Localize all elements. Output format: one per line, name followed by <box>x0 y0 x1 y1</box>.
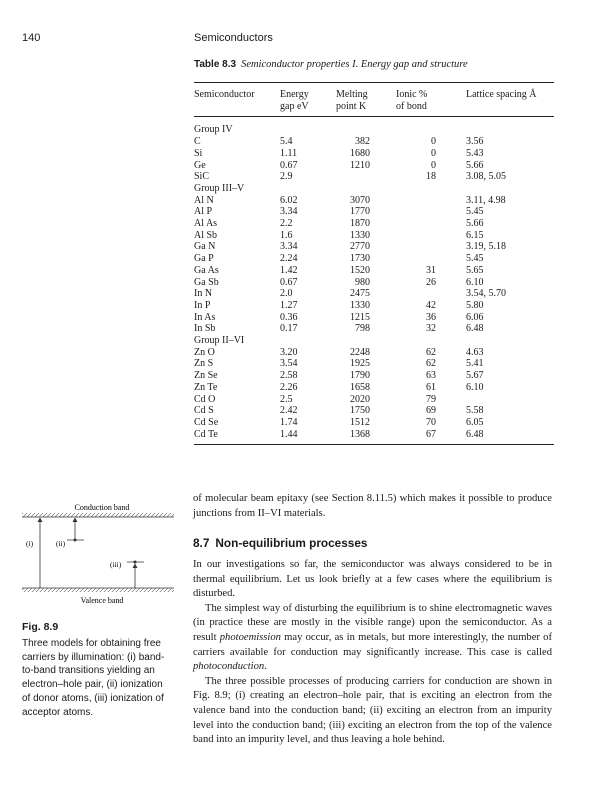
cell-lattice-spacing: 6.05 <box>466 416 484 428</box>
cell-energy-gap: 3.34 <box>280 241 298 253</box>
cell-lattice-spacing: 3.08, 5.05 <box>466 171 506 183</box>
cell-energy-gap: 3.20 <box>280 346 298 358</box>
cell-energy-gap: 0.36 <box>280 311 298 323</box>
cell-ionic-percent: 70 <box>426 416 436 428</box>
cell-ionic-percent: 18 <box>426 171 436 183</box>
cell-energy-gap: 2.5 <box>280 393 293 405</box>
cell-lattice-spacing: 6.06 <box>466 311 484 323</box>
cell-ionic-percent: 62 <box>426 346 436 358</box>
group-heading-row <box>194 335 554 347</box>
transition-i-arrowhead <box>38 518 43 523</box>
table-row <box>194 417 554 429</box>
cell-ionic-percent <box>396 230 466 242</box>
cell-semiconductor: In Sb <box>194 323 216 335</box>
term-photoconduction: photoconduction <box>193 661 265 673</box>
cell-energy-gap: 5.4 <box>280 136 293 148</box>
cell-ionic-percent: 26 <box>426 276 436 288</box>
cell-melting-point: 1790 <box>350 370 370 382</box>
group-heading: Group IV <box>194 124 233 136</box>
cell-ionic-percent: 69 <box>426 405 436 417</box>
cell-semiconductor: Cd O <box>194 393 216 405</box>
cell-melting-point: 1925 <box>350 358 370 370</box>
table-row <box>194 230 554 242</box>
cell-melting-point: 1210 <box>350 159 370 171</box>
band-diagram-figure <box>22 502 174 612</box>
figure-caption-text: Three models for obtaining free carriers by illumination: (i) band-to-band transitions yielding an electron–hole pair, (ii) ionization of donor atoms, (iii) ionization of acceptor atoms. <box>22 637 165 718</box>
figure-caption-label: Fig. 8.9 <box>22 621 59 633</box>
section-title: Non-equilibrium processes <box>215 536 368 550</box>
cell-semiconductor: Al As <box>194 218 218 230</box>
cell-semiconductor: Ge <box>194 159 206 171</box>
table-row <box>194 218 554 230</box>
cell-lattice-spacing: 5.43 <box>466 147 484 159</box>
cell-melting-point: 1512 <box>350 416 370 428</box>
section-body <box>193 558 552 748</box>
cell-melting-point: 1330 <box>350 299 370 311</box>
table-caption <box>194 59 468 70</box>
cell-melting-point: 3070 <box>350 194 370 206</box>
table-label: Table 8.3 <box>194 59 237 70</box>
cell-semiconductor: Si <box>194 147 203 159</box>
cell-ionic-percent <box>396 195 466 207</box>
table-row <box>194 358 554 370</box>
cell-energy-gap: 3.54 <box>280 358 298 370</box>
cell-ionic-percent: 67 <box>396 429 466 445</box>
cell-ionic-percent: 79 <box>426 393 436 405</box>
cell-lattice-spacing: 5.66 <box>466 159 484 171</box>
cell-lattice-spacing <box>466 394 554 406</box>
cell-energy-gap: 1.6 <box>280 229 293 241</box>
header-lattice-spacing: Lattice spacing Å <box>466 83 554 117</box>
valence-band-label: Valence band <box>80 596 124 605</box>
paragraph-photoconduction: The simplest way of disturbing the equilibrium is to shine electromagnetic waves (in practice these are mostly in the visible range) upon the semiconductor. As a result photoemission may occur, as in metals, but more interestingly, the number of carriers available for conduction may significantly increase. This case is called photoconduction. <box>193 602 552 673</box>
cell-energy-gap: 3.34 <box>280 206 298 218</box>
group-heading-row <box>194 183 554 195</box>
figure-caption <box>22 621 172 720</box>
cell-ionic-percent: 42 <box>426 299 436 311</box>
group-heading-row <box>194 124 554 136</box>
table-row <box>194 288 554 300</box>
cell-lattice-spacing: 6.15 <box>466 229 484 241</box>
table-row <box>194 136 554 148</box>
table-row <box>194 394 554 406</box>
cell-lattice-spacing: 5.80 <box>466 299 484 311</box>
cell-melting-point: 1870 <box>350 218 370 230</box>
conduction-band-hatch <box>22 513 174 517</box>
table-row <box>194 312 554 324</box>
cell-energy-gap: 0.67 <box>280 159 298 171</box>
cell-melting-point: 2020 <box>350 393 370 405</box>
cell-melting-point: 1750 <box>350 405 370 417</box>
cell-semiconductor: Ga N <box>194 241 216 253</box>
cell-melting-point: 382 <box>355 136 370 148</box>
label-i: (i) <box>26 539 34 548</box>
acceptor-electron <box>134 561 137 564</box>
table-row <box>194 370 554 382</box>
cell-lattice-spacing: 5.66 <box>466 218 484 230</box>
cell-semiconductor: In As <box>194 311 216 323</box>
table-row <box>194 206 554 218</box>
cell-lattice-spacing: 4.63 <box>466 346 484 358</box>
cell-ionic-percent <box>396 288 466 300</box>
cell-semiconductor: Cd S <box>194 405 214 417</box>
table-row <box>194 253 554 265</box>
cell-lattice-spacing: 6.10 <box>466 276 484 288</box>
properties-table <box>194 82 554 445</box>
paragraph-three-processes: The three possible processes of producing carriers for conduction are shown in Fig. 8.9; (i) creating an electron–hole pair, that is exciting an electron from the valence band into the conduction band; (ii) exciting an electron from an impurity level into the conduction band; (iii) exciting an electron from the top of the valence band into an impurity level, and thus leaving a hole behind. <box>193 675 552 746</box>
table-row <box>194 148 554 160</box>
cell-ionic-percent: 32 <box>426 323 436 335</box>
cell-ionic-percent: 31 <box>426 264 436 276</box>
cell-melting-point: 980 <box>355 276 370 288</box>
cell-melting-point: 2248 <box>350 346 370 358</box>
cell-melting-point: 1520 <box>350 264 370 276</box>
cell-lattice-spacing: 5.41 <box>466 358 484 370</box>
table-row <box>194 429 554 445</box>
cell-semiconductor: In P <box>194 299 211 311</box>
table-row <box>194 265 554 277</box>
cell-lattice-spacing: 6.10 <box>466 381 484 393</box>
table-row <box>194 405 554 417</box>
label-ii: (ii) <box>56 539 66 548</box>
cell-melting-point: 1330 <box>350 229 370 241</box>
paragraph-equilibrium: In our investigations so far, the semiconductor was always considered to be in thermal equilibrium. Let us look briefly at a few cases where the equilibrium is disturbed. <box>193 559 552 600</box>
cell-energy-gap: 6.02 <box>280 194 298 206</box>
table-spacer <box>194 117 554 125</box>
cell-semiconductor: Ga Sb <box>194 276 219 288</box>
table-row <box>194 382 554 394</box>
cell-semiconductor: C <box>194 136 201 148</box>
cell-melting-point: 798 <box>355 323 370 335</box>
cell-ionic-percent <box>396 241 466 253</box>
cell-melting-point: 1730 <box>350 253 370 265</box>
cell-melting-point: 1368 <box>336 429 396 445</box>
transition-ii-arrowhead <box>73 518 78 523</box>
cell-energy-gap: 2.26 <box>280 381 298 393</box>
table-header-row <box>194 83 554 117</box>
cell-ionic-percent: 0 <box>431 136 436 148</box>
cell-melting-point: 2475 <box>350 288 370 300</box>
cell-semiconductor: Cd Te <box>194 429 280 445</box>
cell-energy-gap: 2.24 <box>280 253 298 265</box>
paragraph-continuation: of molecular beam epitaxy (see Section 8.11.5) which makes it possible to produce junctions from II–VI materials. <box>193 493 552 519</box>
section-number: 8.7 <box>193 536 210 550</box>
cell-energy-gap: 1.74 <box>280 416 298 428</box>
cell-melting-point: 1658 <box>350 381 370 393</box>
page-number: 140 <box>22 32 41 44</box>
cell-ionic-percent: 0 <box>431 147 436 159</box>
cell-semiconductor: Zn O <box>194 346 215 358</box>
cell-lattice-spacing: 6.48 <box>466 323 484 335</box>
cell-energy-gap: 0.67 <box>280 276 298 288</box>
cell-lattice-spacing: 5.45 <box>466 253 484 265</box>
conduction-band-label: Conduction band <box>74 503 130 512</box>
cell-semiconductor: Ga P <box>194 253 214 265</box>
term-photoemission: photoemission <box>219 631 281 643</box>
cell-melting-point: 1770 <box>350 206 370 218</box>
cell-energy-gap: 2.2 <box>280 218 293 230</box>
cell-ionic-percent: 0 <box>431 159 436 171</box>
cell-lattice-spacing: 6.48 <box>466 429 554 445</box>
table-row <box>194 277 554 289</box>
cell-semiconductor: Al P <box>194 206 213 218</box>
cell-lattice-spacing: 3.56 <box>466 136 484 148</box>
header-ionic-percent: Ionic % of bond <box>396 83 466 117</box>
label-iii: (iii) <box>110 560 122 569</box>
cell-semiconductor: SiC <box>194 171 210 183</box>
cell-lattice-spacing: 5.45 <box>466 206 484 218</box>
cell-semiconductor: Cd Se <box>194 416 219 428</box>
cell-semiconductor: In N <box>194 288 213 300</box>
cell-melting-point: 1215 <box>350 311 370 323</box>
cell-energy-gap: 2.58 <box>280 370 298 382</box>
cell-semiconductor: Al N <box>194 194 214 206</box>
cell-ionic-percent <box>396 218 466 230</box>
group-heading: Group II–VI <box>194 335 245 347</box>
table-row <box>194 300 554 312</box>
cell-semiconductor: Zn Te <box>194 381 218 393</box>
cell-ionic-percent <box>396 206 466 218</box>
header-semiconductor: Semiconductor <box>194 83 280 117</box>
cell-ionic-percent: 61 <box>426 381 436 393</box>
cell-lattice-spacing: 3.11, 4.98 <box>466 194 506 206</box>
cell-melting-point: 2770 <box>350 241 370 253</box>
cell-energy-gap: 1.11 <box>280 147 298 159</box>
valence-band-hatch <box>22 588 174 592</box>
cell-energy-gap: 1.27 <box>280 299 298 311</box>
table-row <box>194 160 554 172</box>
table-body <box>194 117 554 445</box>
cell-lattice-spacing: 3.19, 5.18 <box>466 241 506 253</box>
cell-semiconductor: Al Sb <box>194 229 218 241</box>
table-row <box>194 241 554 253</box>
table-row <box>194 195 554 207</box>
cell-ionic-percent: 63 <box>426 370 436 382</box>
cell-melting-point: 1680 <box>350 147 370 159</box>
cell-melting-point <box>336 171 396 183</box>
cell-semiconductor: Zn S <box>194 358 214 370</box>
cell-lattice-spacing: 5.58 <box>466 405 484 417</box>
cell-semiconductor: Ga As <box>194 264 219 276</box>
cell-semiconductor: Zn Se <box>194 370 218 382</box>
cell-energy-gap: 2.0 <box>280 288 293 300</box>
cell-energy-gap: 2.42 <box>280 405 298 417</box>
cell-lattice-spacing: 3.54, 5.70 <box>466 288 506 300</box>
cell-lattice-spacing: 5.67 <box>466 370 484 382</box>
cell-ionic-percent <box>396 253 466 265</box>
cell-energy-gap: 2.9 <box>280 171 293 183</box>
cell-ionic-percent: 62 <box>426 358 436 370</box>
section-heading <box>193 536 374 550</box>
cell-lattice-spacing: 5.65 <box>466 264 484 276</box>
cell-energy-gap: 1.44 <box>280 429 336 445</box>
cell-energy-gap: 0.17 <box>280 323 298 335</box>
header-energy-gap: Energy gap eV <box>280 83 336 117</box>
header-melting-point: Melting point K <box>336 83 396 117</box>
table-title: Semiconductor properties I. Energy gap and structure <box>241 59 468 70</box>
cell-ionic-percent: 36 <box>426 311 436 323</box>
table-row <box>194 323 554 335</box>
running-title: Semiconductors <box>194 32 273 44</box>
transition-iii-arrowhead <box>133 564 138 569</box>
table-row <box>194 171 554 183</box>
cell-energy-gap: 1.42 <box>280 264 298 276</box>
group-heading: Group III–V <box>194 182 245 194</box>
table-row <box>194 347 554 359</box>
